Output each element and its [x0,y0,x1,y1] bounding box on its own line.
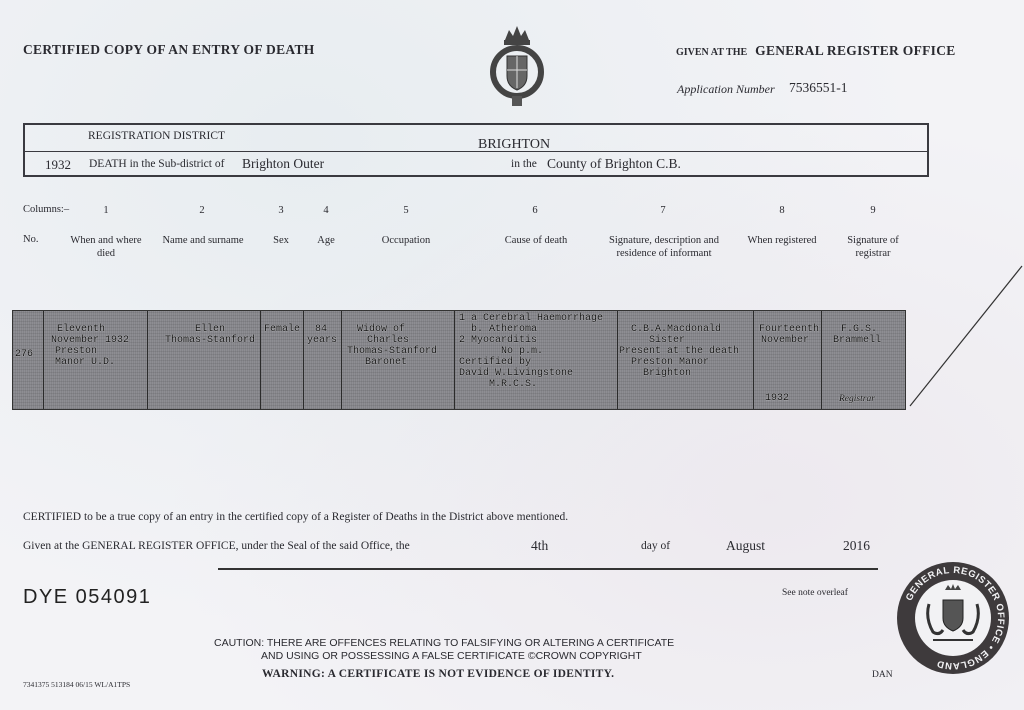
entry-registrar-line: F.G.S. [841,324,878,335]
registration-district-value: BRIGHTON [478,137,551,152]
column-header-cause: Cause of death [504,235,568,246]
entry-when-registered-year: 1932 [765,393,790,404]
warning-text: WARNING: A CERTIFICATE IS NOT EVIDENCE OF IDENTITY. [262,668,615,680]
entry-occupation-line: Widow of [357,324,406,335]
column-number: 3 [278,205,284,216]
entry-when-registered-line: November [761,335,810,346]
certificate-serial: DYE 054091 [23,586,152,608]
seal-inner [915,580,991,656]
entry-cause-line: Certified by [459,357,532,368]
given-at-label: GIVEN AT THE [676,47,748,58]
signature-rule [218,568,878,570]
entry-name-line: Ellen [195,324,226,335]
entry-registrar-line: Brammell [833,335,882,346]
entry-age-line: years [307,335,338,346]
entry-occupation-line: Baronet [365,357,408,368]
clerk-initials: DAN [872,670,893,680]
svg-text:GENERAL REGISTER OFFICE • ENGL: GENERAL REGISTER OFFICE • ENGLAND [903,564,1007,672]
entry-registrar-title: Registrar [839,394,875,404]
registration-year: 1932 [45,157,71,172]
application-number-label: Application Number [677,82,775,96]
column-number: 8 [779,205,785,216]
column-header-no: No. [23,234,39,245]
application-number: 7536551-1 [789,80,848,95]
entry-number: 276 [15,349,34,360]
column-header-registrar: Signature of registrar [847,235,899,259]
column-number: 2 [199,205,205,216]
entry-informant-line: Brighton [619,368,692,379]
column-header-informant: Signature, description and residence of informant [609,235,719,259]
column-header-age: Age [317,235,335,246]
column-header-name: Name and surname [162,235,244,246]
entry-informant-line: C.B.A.Macdonald [631,324,722,335]
entry-cause-line: No p.m. [459,346,544,357]
entry-informant-line: Sister [631,335,686,346]
column-header-when-registered: When registered [747,235,817,246]
entry-when-where-line: Preston [55,346,98,357]
entry-occupation-line: Thomas-Stanford [347,346,438,357]
certification-given-at: Given at the GENERAL REGISTER OFFICE, under the Seal of the said Office, the [23,540,410,552]
caution-line-1: CAUTION: THERE ARE OFFENCES RELATING TO FALSIFYING OR ALTERING A CERTIFICATE [214,637,675,649]
entry-informant-line: Present at the death [619,346,740,357]
entry-sex: Female [264,324,301,335]
column-number: 5 [403,205,409,216]
entry-when-where-line: Eleventh [57,324,106,335]
royal-arms-icon [915,580,991,656]
registration-district-label: REGISTRATION DISTRICT [88,130,226,142]
day-of-label: day of [641,540,671,552]
certificate-title: CERTIFIED COPY OF AN ENTRY OF DEATH [23,42,315,57]
entry-informant-line: Preston Manor [619,357,710,368]
general-register-office-seal [897,562,1009,674]
county-value: County of Brighton C.B. [547,156,681,171]
entry-cause-line: M.R.C.S. [459,379,538,390]
entry-occupation-line: Charles [367,335,410,346]
certification-month: August [726,538,766,553]
entry-when-registered-line: Fourteenth [759,324,820,335]
entry-when-where-line: November 1932 [51,335,130,346]
column-header-when-where: When and where died [70,235,142,259]
column-number: 6 [532,205,538,216]
office-label: GENERAL REGISTER OFFICE [755,43,956,58]
column-number: 9 [870,205,876,216]
cancellation-line [906,260,1024,410]
entry-cause-line: David W.Livingstone [459,368,574,379]
in-the-label: in the [511,158,537,170]
subdistrict-value: Brighton Outer [242,156,325,171]
column-number: 1 [103,205,109,216]
column-number: 4 [323,205,329,216]
entry-when-where-line: Manor U.D. [55,357,116,368]
columns-label: Columns:– [23,204,70,215]
death-entry-row [12,310,906,410]
print-code: 7341375 513184 06/15 WL/A1TPS [23,680,131,689]
registration-box [23,123,929,177]
subdistrict-label: DEATH in the Sub-district of [89,158,225,170]
entry-cause-line: 1 a Cerebral Haemorrhage [459,313,604,324]
certification-statement: CERTIFIED to be a true copy of an entry in the certified copy of a Register of Deaths in the District above mentioned. [23,511,569,523]
caution-line-2: AND USING OR POSSESSING A FALSE CERTIFICATE ©CROWN COPYRIGHT [261,650,642,662]
column-number: 7 [660,205,666,216]
given-at-heading [676,42,956,60]
entry-cause-line: 2 Myocarditis [459,335,538,346]
column-header-sex: Sex [273,235,289,246]
see-note-overleaf: See note overleaf [782,588,848,598]
entry-cause-line: b. Atheroma [459,324,538,335]
entry-age-line: 84 [315,324,328,335]
royal-crest-icon [485,22,549,108]
column-header-occupation: Occupation [381,235,431,246]
certification-year: 2016 [843,538,870,553]
certification-day: 4th [531,538,549,553]
entry-name-line: Thomas-Stanford [165,335,256,346]
